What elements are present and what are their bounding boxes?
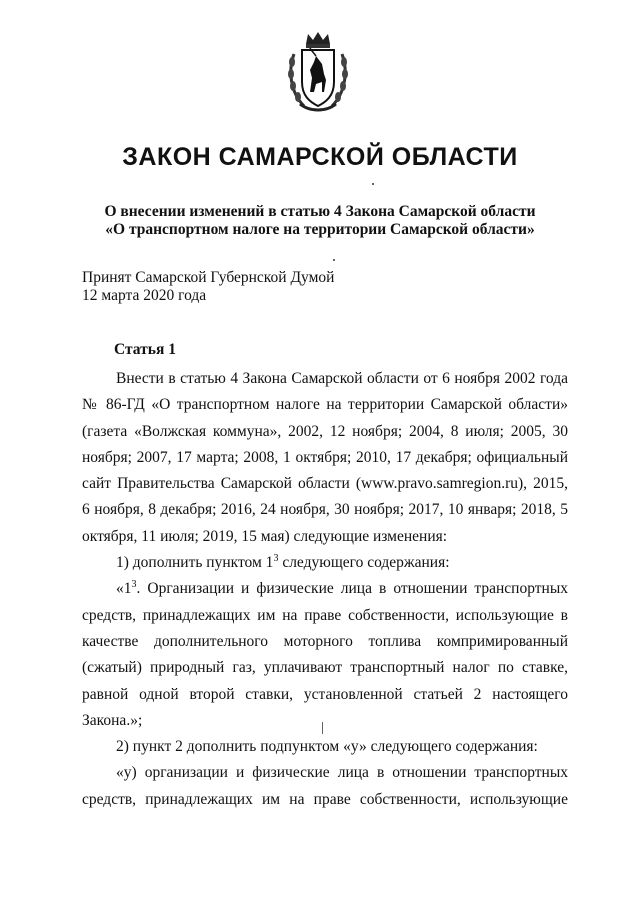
adoption-note [82,269,334,305]
quote-1-text: . Организации и физические лица в отношении транспортных средств, принадлежащих им на праве собственности, использующие в качестве дополнительного моторного топлива компримированный (сжатый) природный газ, уплачивают транспортный налог по ставке, равной одной второй ставки, установленной статьей 2 настоящего Закона.»; [82,580,568,729]
quote-2: «у) организации и физические лица в отношении транспортных средств, принадлежащих им на праве собственности, использующие [82,764,568,808]
subtitle-line-1: О внесении изменений в статью 4 Закона Самарской области [104,203,536,220]
subtitle-line-2: «О транспортном налоге на территории Самарской области» [105,221,535,238]
paragraph-amendments-intro: Внести в статью 4 Закона Самарской области от 6 ноября 2002 года № 86-ГД «О транспортном налоге на территории Самарской области» (газета «Волжская коммуна», 2002, 12 ноября; 2004, 8 июля; 2005, 30 ноября; 2007, 17 марта; 2008, 1 октября; 2010, 17 декабря; официальный сайт Правительства Самарской области (www.pravo.samregion.ru), 2015, 6 ноября, 8 декабря; 2016, 24 ноября, 30 ноября; 2017, 10 января; 2018, 5 октября, 11 июля; 2019, 15 мая) следующие изменения: [82,370,568,545]
item-1 [82,550,568,576]
item-1-tail: следующего содержания: [278,554,450,572]
scan-speck [372,183,374,185]
coat-of-arms-emblem [286,30,350,114]
document-title: ЗАКОН САМАРСКОЙ ОБЛАСТИ [122,143,518,171]
quote-1-superscript: 3 [131,579,137,591]
scan-speck [322,722,323,734]
adoption-date: 12 марта 2020 года [82,287,207,304]
item-1-superscript: 3 [273,553,279,565]
item-2: 2) пункт 2 дополнить подпунктом «у» следующего содержания: [116,738,538,756]
quote-1-open: «1 [116,580,132,598]
adopted-by: Принят Самарской Губернской Думой [82,269,335,286]
document-subtitle [60,203,580,239]
quote-1 [82,576,568,734]
article-body [82,366,568,813]
article-heading: Статья 1 [114,341,176,358]
scan-speck [333,259,335,261]
item-1-text: 1) дополнить пунктом 1 [116,554,274,572]
